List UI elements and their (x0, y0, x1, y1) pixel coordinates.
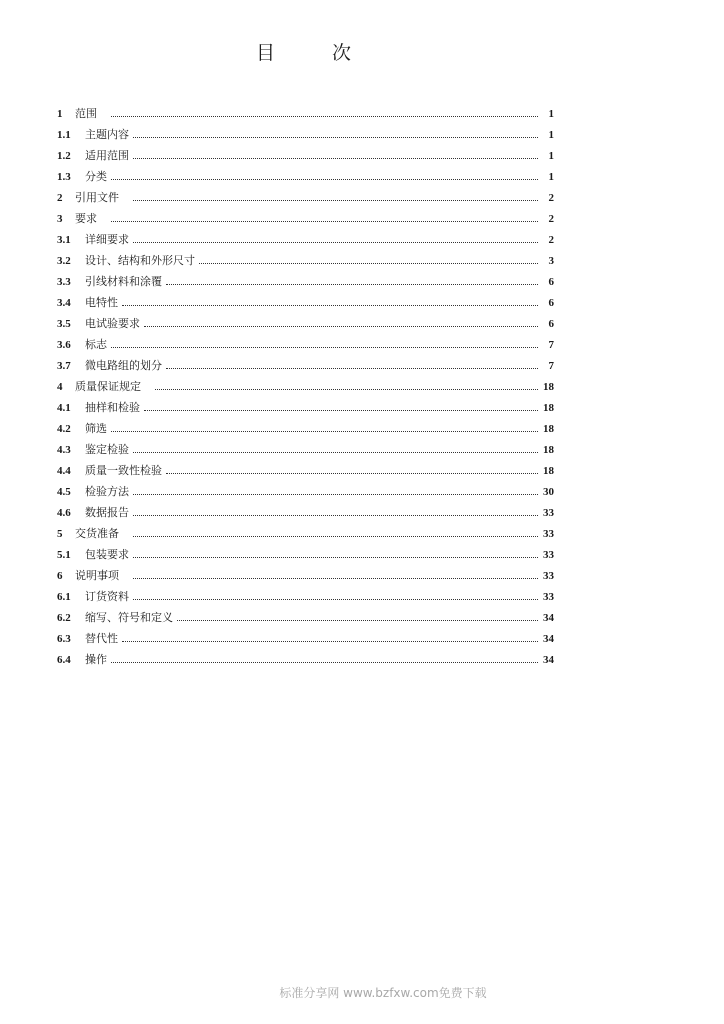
toc-entry-number: 6 (57, 570, 63, 582)
toc-entry[interactable] (57, 145, 554, 166)
toc-entry-title: 质量一致性检验 (85, 464, 162, 477)
table-of-contents (57, 103, 554, 670)
toc-entry[interactable] (57, 187, 554, 208)
toc-dot-leader (111, 179, 538, 180)
toc-entry[interactable] (57, 166, 554, 187)
toc-entry-title: 交货准备 (75, 527, 119, 540)
toc-entry-title: 范围 (75, 107, 97, 120)
toc-entry-page: 6 (548, 297, 554, 309)
toc-entry[interactable] (57, 418, 554, 439)
toc-entry-title: 鉴定检验 (85, 443, 129, 456)
toc-dot-leader (199, 263, 538, 264)
toc-entry-page: 18 (543, 465, 554, 477)
toc-entry-number: 1.2 (57, 150, 71, 162)
toc-dot-leader (111, 116, 538, 117)
toc-dot-leader (177, 620, 538, 621)
toc-entry-number: 6.2 (57, 612, 71, 624)
footer-watermark (0, 984, 724, 1001)
toc-entry-title: 质量保证规定 (75, 380, 141, 393)
toc-entry-page: 1 (548, 108, 554, 120)
toc-entry-number: 6.1 (57, 591, 71, 603)
toc-entry-title: 检验方法 (85, 485, 129, 498)
toc-entry-number: 1 (57, 108, 63, 120)
toc-dot-leader (111, 347, 538, 348)
toc-dot-leader (133, 578, 538, 579)
toc-entry-page: 18 (543, 381, 554, 393)
page-title-part-1: 目 (256, 42, 276, 64)
toc-entry-number: 3.7 (57, 360, 71, 372)
toc-dot-leader (166, 473, 538, 474)
toc-entry-number: 6.4 (57, 654, 71, 666)
toc-entry[interactable] (57, 376, 554, 397)
toc-entry-title: 筛选 (85, 422, 107, 435)
toc-entry[interactable] (57, 334, 554, 355)
toc-entry[interactable] (57, 124, 554, 145)
toc-entry-page: 18 (543, 402, 554, 414)
toc-entry[interactable] (57, 313, 554, 334)
toc-dot-leader (111, 221, 538, 222)
toc-dot-leader (133, 242, 538, 243)
toc-dot-leader (133, 599, 538, 600)
toc-entry-number: 4.5 (57, 486, 71, 498)
toc-entry-page: 30 (543, 486, 554, 498)
toc-entry-number: 4 (57, 381, 63, 393)
toc-entry[interactable] (57, 481, 554, 502)
toc-entry[interactable] (57, 607, 554, 628)
toc-entry-page: 1 (548, 150, 554, 162)
toc-entry-page: 7 (548, 360, 554, 372)
toc-entry-title: 缩写、符号和定义 (85, 611, 173, 624)
toc-entry-page: 2 (548, 213, 554, 225)
toc-dot-leader (133, 158, 538, 159)
toc-entry-number: 4.6 (57, 507, 71, 519)
toc-entry-page: 33 (543, 549, 554, 561)
watermark-text: 标准分享网 www.bzfxw.com免费下载 (279, 986, 487, 1000)
toc-entry[interactable] (57, 439, 554, 460)
toc-dot-leader (133, 200, 538, 201)
toc-entry-page: 1 (548, 129, 554, 141)
toc-entry-number: 3.5 (57, 318, 71, 330)
toc-dot-leader (133, 494, 538, 495)
toc-entry-title: 标志 (85, 338, 107, 351)
toc-entry-title: 说明事项 (75, 569, 119, 582)
toc-entry-page: 34 (543, 654, 554, 666)
toc-entry[interactable] (57, 502, 554, 523)
toc-entry-page: 18 (543, 444, 554, 456)
toc-entry-title: 适用范围 (85, 149, 129, 162)
toc-entry-number: 1.3 (57, 171, 71, 183)
toc-dot-leader (133, 515, 538, 516)
toc-entry-number: 3.6 (57, 339, 71, 351)
toc-entry-page: 34 (543, 633, 554, 645)
toc-entry[interactable] (57, 628, 554, 649)
toc-entry[interactable] (57, 460, 554, 481)
toc-entry-page: 1 (548, 171, 554, 183)
toc-entry-number: 3.3 (57, 276, 71, 288)
toc-dot-leader (155, 389, 538, 390)
toc-entry-page: 33 (543, 591, 554, 603)
toc-entry-title: 订货资料 (85, 590, 129, 603)
toc-entry-number: 3 (57, 213, 63, 225)
toc-entry-title: 详细要求 (85, 233, 129, 246)
toc-dot-leader (133, 137, 538, 138)
toc-entry-number: 3.1 (57, 234, 71, 246)
toc-entry-number: 4.3 (57, 444, 71, 456)
toc-entry-number: 3.2 (57, 255, 71, 267)
toc-entry-number: 4.1 (57, 402, 71, 414)
toc-dot-leader (166, 368, 538, 369)
toc-dot-leader (133, 452, 538, 453)
toc-dot-leader (122, 305, 538, 306)
toc-entry-title: 引用文件 (75, 191, 119, 204)
toc-entry-page: 33 (543, 528, 554, 540)
toc-entry-title: 替代性 (85, 632, 118, 645)
toc-entry-page: 6 (548, 318, 554, 330)
toc-entry[interactable] (57, 523, 554, 544)
toc-entry[interactable] (57, 250, 554, 271)
toc-entry-number: 4.4 (57, 465, 71, 477)
toc-entry-page: 2 (548, 192, 554, 204)
toc-entry-number: 6.3 (57, 633, 71, 645)
toc-entry-title: 电特性 (85, 296, 118, 309)
toc-entry-title: 抽样和检验 (85, 401, 140, 414)
toc-entry-page: 33 (543, 507, 554, 519)
toc-entry-page: 3 (548, 255, 554, 267)
toc-dot-leader (144, 410, 538, 411)
toc-entry-page: 34 (543, 612, 554, 624)
toc-entry[interactable] (57, 544, 554, 565)
toc-entry-number: 5.1 (57, 549, 71, 561)
toc-dot-leader (133, 536, 538, 537)
toc-entry-title: 分类 (85, 170, 107, 183)
toc-entry-number: 5 (57, 528, 63, 540)
toc-dot-leader (122, 641, 538, 642)
toc-entry-title: 数据报告 (85, 506, 129, 519)
toc-entry-page: 33 (543, 570, 554, 582)
toc-entry-title: 主题内容 (85, 128, 129, 141)
toc-entry[interactable] (57, 565, 554, 586)
toc-entry-title: 包装要求 (85, 548, 129, 561)
toc-entry-title: 设计、结构和外形尺寸 (85, 254, 195, 267)
toc-entry[interactable] (57, 586, 554, 607)
toc-entry[interactable] (57, 208, 554, 229)
toc-entry-number: 4.2 (57, 423, 71, 435)
toc-entry-number: 3.4 (57, 297, 71, 309)
toc-entry-page: 2 (548, 234, 554, 246)
toc-dot-leader (166, 284, 538, 285)
toc-dot-leader (111, 662, 538, 663)
toc-entry[interactable] (57, 355, 554, 376)
toc-entry-page: 6 (548, 276, 554, 288)
toc-entry[interactable] (57, 649, 554, 670)
toc-entry[interactable] (57, 397, 554, 418)
toc-entry-number: 1.1 (57, 129, 71, 141)
toc-dot-leader (133, 557, 538, 558)
toc-entry-page: 7 (548, 339, 554, 351)
toc-entry-number: 2 (57, 192, 63, 204)
toc-entry-title: 微电路组的划分 (85, 359, 162, 372)
toc-entry[interactable] (57, 271, 554, 292)
toc-dot-leader (111, 431, 538, 432)
toc-entry[interactable] (57, 292, 554, 313)
toc-entry-title: 电试验要求 (85, 317, 140, 330)
toc-dot-leader (144, 326, 538, 327)
toc-entry-title: 引线材料和涂覆 (85, 275, 162, 288)
page-title-part-2: 次 (332, 42, 352, 64)
toc-entry[interactable] (57, 229, 554, 250)
toc-entry[interactable] (57, 103, 554, 124)
toc-entry-title: 操作 (85, 653, 107, 666)
toc-entry-page: 18 (543, 423, 554, 435)
toc-entry-title: 要求 (75, 212, 97, 225)
